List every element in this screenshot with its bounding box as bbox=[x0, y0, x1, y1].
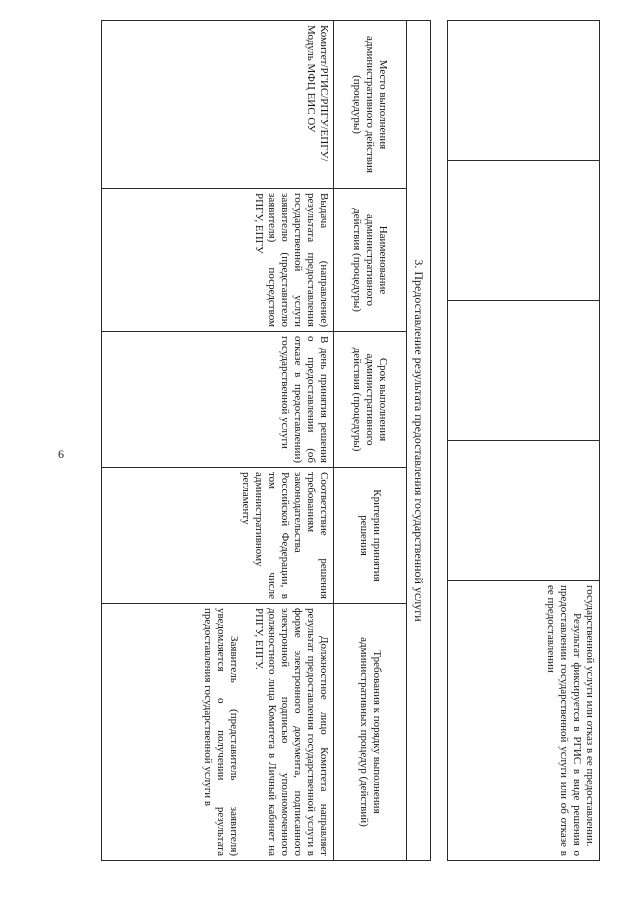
result-fixation-text: Результат фиксируется в РГИС в виде решения о предоставлении государственной услуги или об отказе в ее предоставлении bbox=[545, 585, 583, 856]
term-cell bbox=[102, 332, 334, 468]
criteria-cell bbox=[102, 468, 334, 604]
section-3-table bbox=[101, 20, 431, 861]
empty-cell bbox=[448, 21, 600, 161]
requirements-text-2: Заявитель (представитель заявителя) уведомляется о получении результата предоставления государственной услуги в bbox=[202, 608, 240, 856]
requirements-text-1: Должностное лицо Комитета направляет результат предоставления государственной услуги в форме электронного документа, подписанного электронной подписью уполномоченного должностного лица Комитета в Личный кабинет на РПГУ, ЕПГУ. bbox=[253, 608, 330, 856]
header-criteria: Критерии принятия решения bbox=[334, 468, 407, 604]
header-place: Место выполнения административного действия (процедуры) bbox=[334, 21, 407, 189]
rotated-page-content bbox=[70, 20, 600, 880]
header-action: Наименование административного действия (процедуры) bbox=[334, 189, 407, 332]
header-row bbox=[334, 21, 407, 861]
header-requirements: Требования к порядку выполнения административных процедур (действий) bbox=[334, 604, 407, 861]
term-text: В день принятия решения о предоставлении (об отказе в предоставлении) государственной услуги bbox=[279, 336, 330, 463]
place-text: Комитет/РГИС/РПГУ/ЕПГУ/ Модуль МФЦ ЕИС ОУ bbox=[305, 25, 330, 162]
page-number: 6 bbox=[58, 447, 64, 461]
section-title: 3. Предоставление результата предоставления государственной услуги bbox=[412, 259, 426, 622]
result-text: государственной услуги или отказ в ее предоставлении. bbox=[584, 585, 596, 847]
result-fixation-cell bbox=[448, 581, 600, 861]
table-row bbox=[102, 21, 334, 861]
empty-cell bbox=[448, 441, 600, 581]
empty-cell bbox=[448, 161, 600, 301]
place-cell bbox=[102, 21, 334, 189]
table-row bbox=[448, 21, 600, 861]
header-term: Срок выполнения административного действия (процедуры) bbox=[334, 332, 407, 468]
empty-cell bbox=[448, 301, 600, 441]
section-row bbox=[407, 21, 431, 861]
action-text: Выдача (направление) результата предоставления государственной услуги заявителю (представителю заявителя) посредством РПГУ, ЕПГУ bbox=[253, 193, 330, 327]
action-cell bbox=[102, 189, 334, 332]
requirements-cell bbox=[102, 604, 334, 861]
continued-table-fragment bbox=[447, 20, 600, 861]
criteria-text: Соответствие решения требованиям законодательства Российской Федерации, в том числе административному регламенту bbox=[240, 472, 330, 599]
